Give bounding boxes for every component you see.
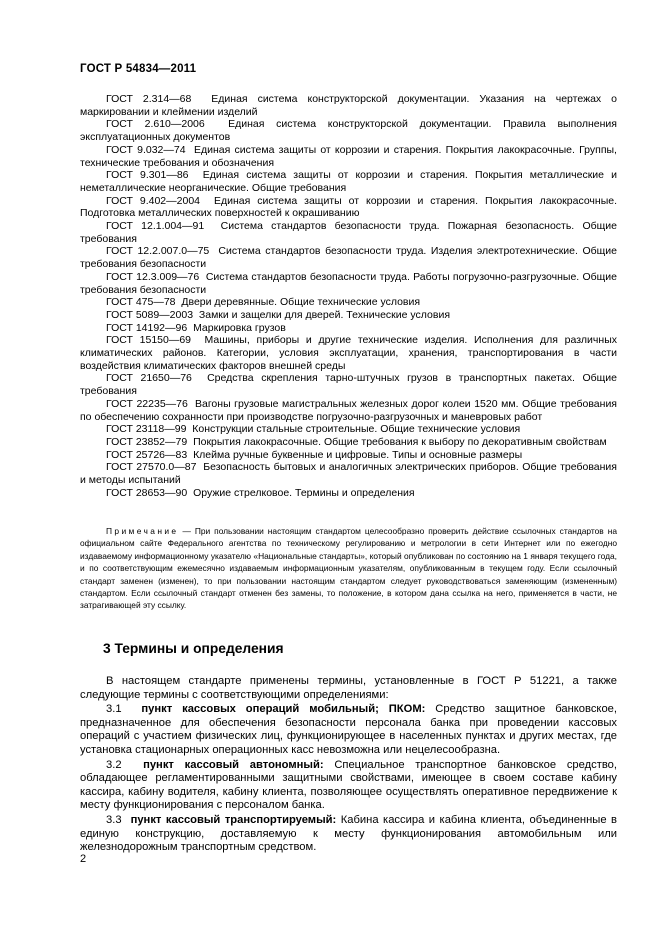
- reference-title: Покрытия лакокрасочные. Общие требования к выбору по декоративным свойствам: [193, 435, 607, 448]
- reference-code: ГОСТ 2.314—68: [106, 93, 192, 105]
- reference-item: [80, 309, 617, 322]
- reference-item: [80, 118, 617, 143]
- reference-item: [80, 271, 617, 296]
- reference-item: [80, 423, 617, 436]
- term-entry: [80, 759, 617, 813]
- reference-item: [80, 169, 617, 194]
- reference-title: Единая система защиты от коррозии и старения. Покрытия лакокрасочные. Подготовка металлических поверхностей к окрашиванию: [80, 194, 618, 220]
- reference-item: [80, 372, 617, 397]
- reference-item: [80, 296, 617, 309]
- reference-title: Система стандартов безопасности труда. Пожарная безопасность. Общие требования: [80, 220, 617, 245]
- reference-code: ГОСТ 12.2.007.0—75: [106, 245, 210, 258]
- term-definition: Средство защитное банковское, предназначенное для обеспечения безопасности персонала банка при проведении кассовых операций с участием физических лиц, функционирующее в населенных пунктах и других местах, где установка стационарных операционных касс невозможна или нецелесообразна.: [80, 703, 618, 756]
- reference-item: [80, 449, 617, 462]
- reference-title: Машины, приборы и другие технические изделия. Исполнения для различных климатических районов. Категории, условия эксплуатации, хранения, транспортирования в части воздействия климатических факторов внешней среды: [80, 334, 617, 372]
- reference-code: ГОСТ 9.032—74: [106, 143, 186, 156]
- term-name: пункт кассовых операций мобильный; ПКОМ:: [141, 703, 426, 716]
- reference-title: Средства скрепления тарно-штучных грузов в транспортных пакетах. Общие требования: [80, 372, 617, 398]
- reference-code: ГОСТ 9.301—86: [106, 169, 189, 182]
- reference-title: Система стандартов безопасности труда. Работы погрузочно-разгрузочные. Общие требования безопасности: [80, 270, 617, 296]
- reference-title: Единая система конструкторской документации. Указания на чертежах о маркировании и клеймении изделий: [80, 93, 617, 118]
- reference-title: Двери деревянные. Общие технические условия: [181, 296, 421, 309]
- reference-item: [80, 461, 617, 486]
- term-entry: [80, 703, 617, 757]
- reference-item: [80, 93, 617, 118]
- note-dash: —: [178, 526, 195, 536]
- reference-code: ГОСТ 23118—99: [106, 423, 187, 436]
- reference-title: Замки и защелки для дверей. Технические условия: [198, 308, 450, 321]
- term-entry: [80, 814, 617, 855]
- reference-item: [80, 322, 617, 335]
- reference-title: Конструкции стальные строительные. Общие технические условия: [192, 423, 521, 436]
- reference-code: ГОСТ 2.610—2006: [106, 118, 205, 131]
- reference-code: ГОСТ 5089—2003: [106, 308, 194, 321]
- reference-code: ГОСТ 27570.0—87: [106, 461, 197, 474]
- reference-title: Клейма ручные буквенные и цифровые. Типы и основные размеры: [193, 448, 523, 461]
- normative-references-list: [80, 93, 617, 500]
- reference-title: Система стандартов безопасности труда. Изделия электротехнические. Общие требования безопасности: [80, 245, 617, 271]
- term-definition: Специальное транспортное банковское средство, обладающее регламентированными защитными свойствами, имеющее в своем составе кабину кассира, кабину водителя, кабину клиента, позволяющее осуществлять оперативное передвижение к месту функционирования с персоналом банка.: [80, 758, 617, 812]
- reference-item: [80, 144, 617, 169]
- term-name: пункт кассовый транспортируемый:: [130, 813, 337, 826]
- reference-title: Единая система защиты от коррозии и старения. Покрытия металлические и неметаллические неорганические. Общие требования: [80, 169, 617, 194]
- reference-title: Вагоны грузовые магистральных железных дорог колеи 1520 мм. Общие требования по обеспечению сохранности при производстве погрузочно-разгрузочных и маневровых работ: [80, 397, 617, 423]
- term-number: 3.3: [106, 813, 122, 826]
- reference-item: [80, 436, 617, 449]
- reference-code: ГОСТ 15150—69: [106, 334, 192, 347]
- reference-code: ГОСТ 475—78: [106, 296, 176, 309]
- reference-code: ГОСТ 9.402—2004: [106, 194, 201, 207]
- reference-item: [80, 398, 617, 423]
- reference-item: [80, 220, 617, 245]
- reference-title: Оружие стрелковое. Термины и определения: [193, 486, 415, 499]
- reference-code: ГОСТ 23852—79: [106, 435, 188, 448]
- term-name: пункт кассовый автономный:: [143, 758, 324, 771]
- term-number: 3.1: [106, 703, 122, 716]
- reference-item: [80, 245, 617, 270]
- reference-code: ГОСТ 28653—90: [106, 486, 188, 499]
- reference-item: [80, 334, 617, 372]
- section-intro: В настоящем стандарте применены термины, установленные в ГОСТ Р 51221, а также следующие термины с соответствующими определениями:: [80, 675, 617, 701]
- reference-code: ГОСТ 12.1.004—91: [106, 220, 205, 233]
- reference-code: ГОСТ 12.3.009—76: [106, 270, 200, 283]
- term-definition: Кабина кассира и кабина клиента, объединенные в единую конструкцию, доставляемую к месту функционирования автомобильным или железнодорожным транспортным средством.: [80, 813, 617, 854]
- reference-code: ГОСТ 21650—76: [106, 372, 192, 385]
- reference-title: Безопасность бытовых и аналогичных электрических приборов. Общие требования и методы испытаний: [80, 461, 617, 487]
- reference-code: ГОСТ 14192—96: [106, 321, 188, 334]
- page-number: 2: [80, 853, 87, 865]
- reference-item: [80, 195, 617, 220]
- note-label: Примечание: [106, 526, 179, 536]
- note-text: При пользовании настоящим стандартом целесообразно проверить действие ссылочных стандартов на официальном сайте Федерального агентства по техническому регулированию и метрологии в сети Интернет или по ежегодно издаваемому информационному указателю «Национальные стандарты», который опубликован по состоянию на 1 января текущего года, и по соответствующим ежемесячно издаваемым информационным указателям, опубликованным в текущем году. Если ссылочный стандарт заменен (изменен), то при пользовании настоящим стандартом следует руководствоваться заменяющим (измененным) стандартом. Если ссылочный стандарт отменен без замены, то положение, в котором дана ссылка на него, применяется в части, не затрагивающей эту ссылку.: [80, 526, 617, 611]
- reference-code: ГОСТ 25726—83: [106, 448, 188, 461]
- note-paragraph: [80, 525, 617, 612]
- reference-title: Единая система защиты от коррозии и старения. Покрытия лакокрасочные. Группы, технические требования и обозначения: [80, 143, 617, 169]
- term-number: 3.2: [106, 758, 122, 771]
- section-heading: 3 Термины и определения: [103, 641, 284, 656]
- section-body: [80, 675, 617, 855]
- standard-header: ГОСТ Р 54834—2011: [80, 63, 197, 75]
- reference-item: [80, 487, 617, 500]
- reference-title: Маркировка грузов: [193, 321, 286, 334]
- reference-title: Единая система конструкторской документации. Правила выполнения эксплуатационных документов: [80, 118, 617, 144]
- reference-code: ГОСТ 22235—76: [106, 397, 188, 410]
